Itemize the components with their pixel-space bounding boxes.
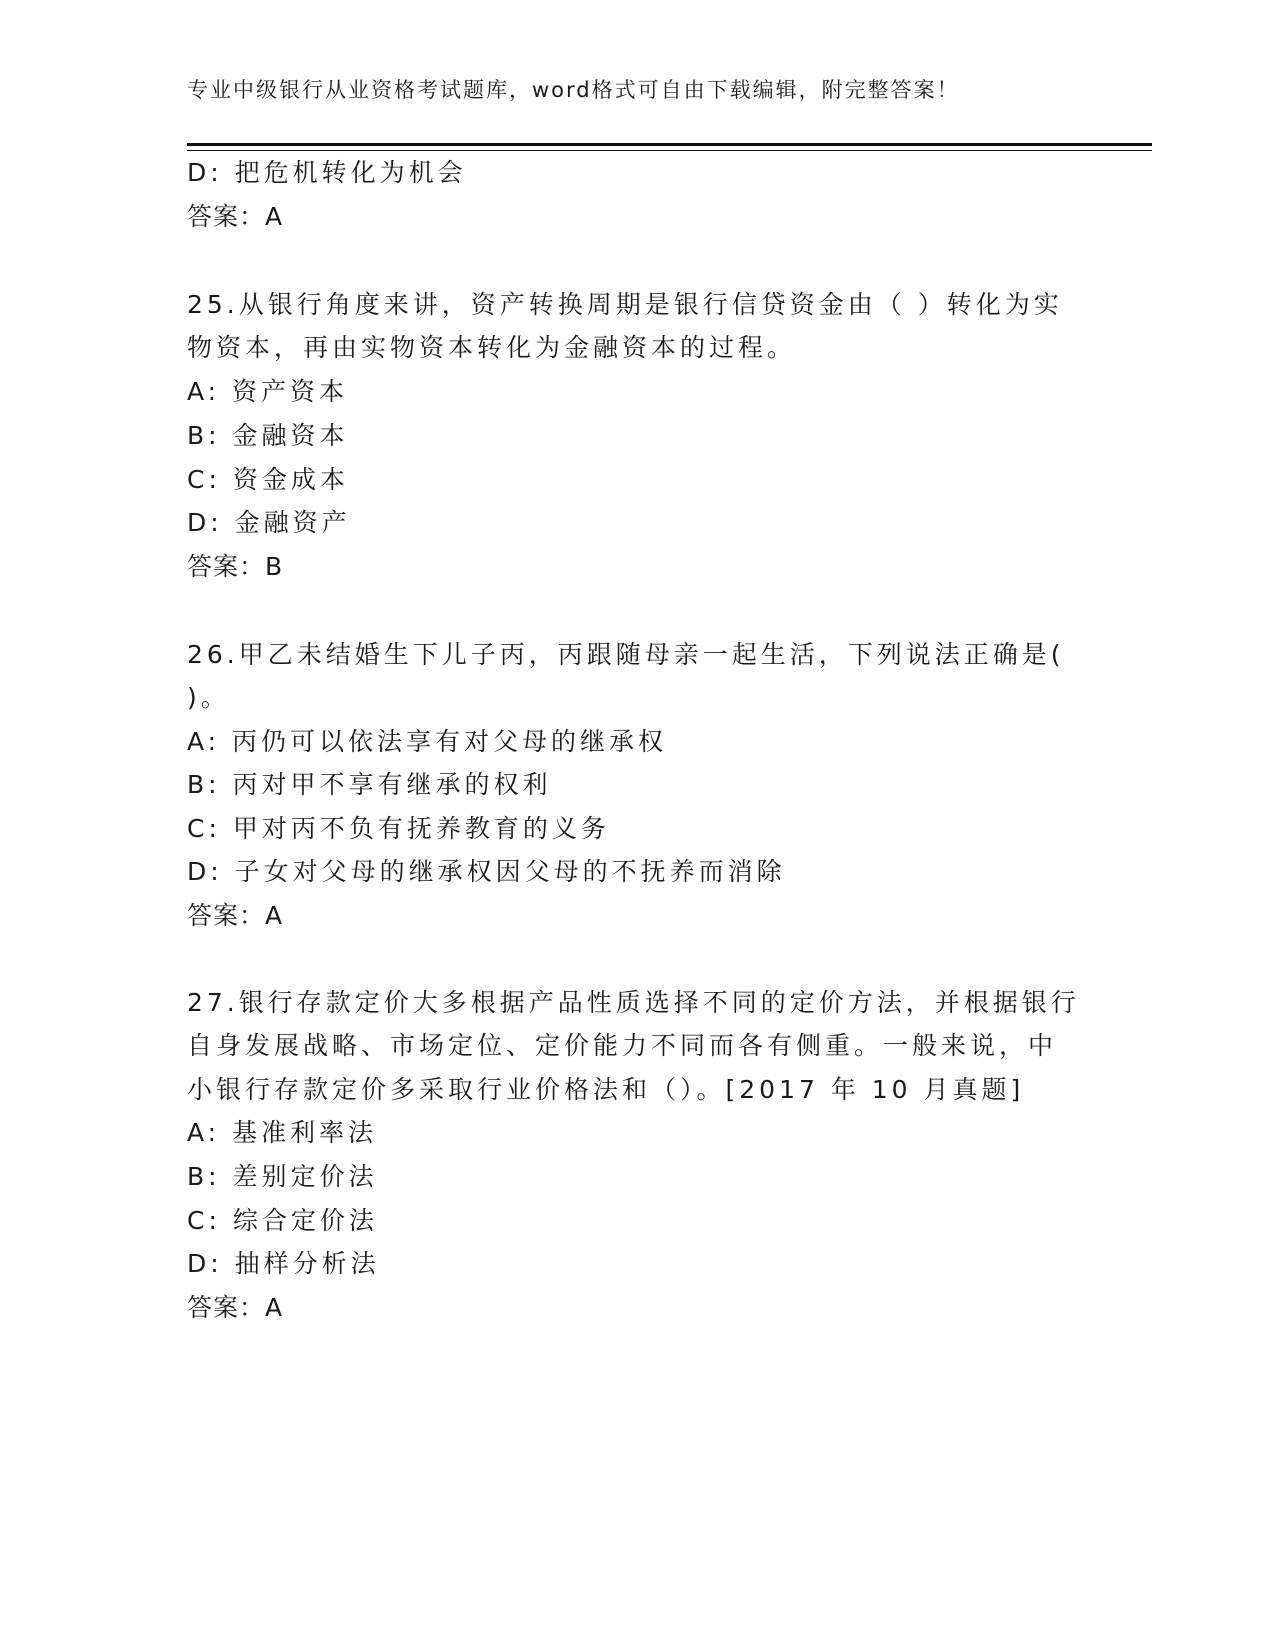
q25-stem-line1: 25.从银行角度来讲，资产转换周期是银行信贷资金由（ ）转化为实 xyxy=(187,290,1063,319)
page-header: 专业中级银行从业资格考试题库，word格式可自由下载编辑，附完整答案！ xyxy=(187,78,960,102)
q27-stem-line1: 27.银行存款定价大多根据产品性质选择不同的定价方法，并根据银行 xyxy=(187,988,1080,1017)
q27-option-a: A: 基准利率法 xyxy=(187,1118,378,1147)
header-rule-thick xyxy=(187,143,1152,146)
q26-option-a: A: 丙仍可以依法享有对父母的继承权 xyxy=(187,727,668,756)
q27-option-c: C: 综合定价法 xyxy=(187,1206,378,1235)
header-rule-thin xyxy=(187,150,1152,151)
q27-answer: 答案：A xyxy=(187,1293,284,1322)
q25-option-d: D: 金融资产 xyxy=(187,508,351,537)
q27-option-d: D: 抽样分析法 xyxy=(187,1249,380,1278)
q26-stem-line1: 26.甲乙未结婚生下儿子丙，丙跟随母亲一起生活，下列说法正确是( xyxy=(187,640,1065,669)
q25-answer: 答案：B xyxy=(187,552,284,581)
q26-stem-line2: )。 xyxy=(187,683,230,712)
q26-answer: 答案：A xyxy=(187,901,284,930)
q26-option-d: D: 子女对父母的继承权因父母的不抚养而消除 xyxy=(187,857,786,886)
prev-answer: 答案：A xyxy=(187,202,284,231)
q27-stem-line2: 自身发展战略、市场定位、定价能力不同而各有侧重。一般来说，中 xyxy=(187,1031,1058,1060)
q27-stem-line3: 小银行存款定价多采取行业价格法和（）。[2017 年 10 月真题] xyxy=(187,1075,1025,1104)
q26-option-b: B: 丙对甲不享有继承的权利 xyxy=(187,770,552,799)
q25-option-b: B: 金融资本 xyxy=(187,421,349,450)
q25-option-a: A: 资产资本 xyxy=(187,377,349,406)
q26-option-c: C: 甲对丙不负有抚养教育的义务 xyxy=(187,814,610,843)
q27-option-b: B: 差别定价法 xyxy=(187,1162,378,1191)
q25-stem-line2: 物资本，再由实物资本转化为金融资本的过程。 xyxy=(187,333,797,362)
q25-option-c: C: 资金成本 xyxy=(187,465,349,494)
prev-option-d: D: 把危机转化为机会 xyxy=(187,158,467,187)
